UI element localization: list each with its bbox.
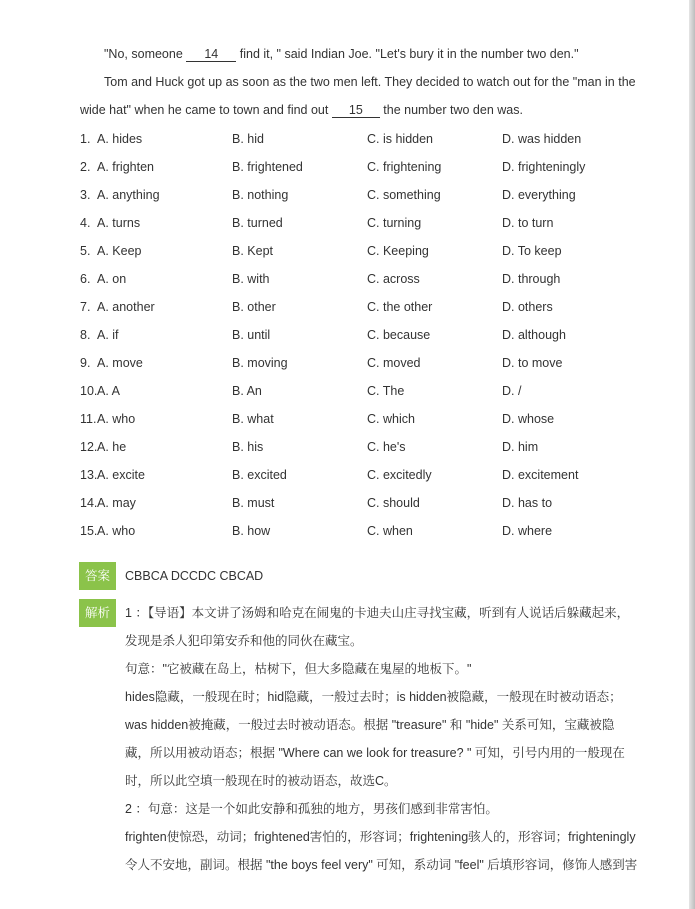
question-row (80, 405, 660, 433)
explanation-line: was hidden被掩藏，一般过去时被动语态。根据 "treasure" 和 "hide" 关系可知，宝藏被隐 (125, 718, 615, 732)
explanation-line: 藏，所以用被动语态；根据 "Where can we look for treasure? " 可知，引号内用的一般现在 (125, 746, 625, 760)
answer-text: CBBCA DCCDC CBCAD (125, 569, 264, 583)
option-a: A. who (97, 412, 136, 426)
question-row (80, 517, 660, 545)
explanation-line: 发现是杀人犯印第安乔和他的同伙在藏宝。 (125, 634, 363, 648)
page-edge-shadow (689, 0, 695, 909)
option-a: A. move (97, 356, 143, 370)
option-c: C. moved (367, 356, 421, 370)
option-c: C. because (367, 328, 431, 342)
option-c: C. is hidden (367, 132, 434, 146)
option-b: B. nothing (232, 188, 289, 202)
option-d: D. although (502, 328, 566, 342)
question-number: 7. (80, 300, 91, 314)
option-a: A. another (97, 300, 155, 314)
passage-text: find it, " said Indian Joe. "Let's bury it in the number two den." (236, 47, 579, 61)
question-number: 11. (80, 412, 97, 426)
option-c: C. he's (367, 440, 406, 454)
option-b: B. excited (232, 468, 287, 482)
question-number: 14. (80, 496, 98, 510)
option-c: C. which (367, 412, 415, 426)
option-c: C. when (367, 524, 413, 538)
passage-line-2: Tom and Huck got up as soon as the two men left. They decided to watch out for the "man in the (104, 75, 636, 89)
question-row (80, 209, 660, 237)
option-d: D. to move (502, 356, 563, 370)
option-a: A. excite (97, 468, 145, 482)
blank-15: 15 (332, 103, 380, 118)
option-b: B. how (232, 524, 271, 538)
option-d: D. whose (502, 412, 555, 426)
question-number: 9. (80, 356, 91, 370)
question-row (80, 461, 660, 489)
question-number: 10. (80, 384, 98, 398)
option-c: C. across (367, 272, 420, 286)
question-row (80, 181, 660, 209)
option-c: C. The (367, 384, 405, 398)
option-b: B. his (232, 440, 264, 454)
answer-tag: 答案 (79, 562, 116, 590)
option-b: B. moving (232, 356, 288, 370)
option-a: A. turns (97, 216, 141, 230)
option-d: D. to turn (502, 216, 554, 230)
option-b: B. other (232, 300, 276, 314)
passage-text: "No, someone (104, 47, 187, 61)
question-row (80, 433, 660, 461)
option-d: D. him (502, 440, 539, 454)
option-d: D. was hidden (502, 132, 582, 146)
option-c: C. turning (367, 216, 422, 230)
question-number: 15. (80, 524, 98, 538)
option-d: D. To keep (502, 244, 562, 258)
explanation-line: 句意："它被藏在岛上，枯树下，但大多隐藏在鬼屋的地板下。" (125, 662, 472, 676)
question-number: 2. (80, 160, 91, 174)
option-c: C. Keeping (367, 244, 429, 258)
option-c: C. the other (367, 300, 433, 314)
passage-text: the number two den was. (379, 103, 523, 117)
option-a: A. if (97, 328, 119, 342)
question-number: 3. (80, 188, 91, 202)
option-c: C. something (367, 188, 441, 202)
option-a: A. may (97, 496, 136, 510)
explanation-line: 2 ：句意：这是一个如此安静和孤独的地方，男孩们感到非常害怕。 (125, 802, 498, 816)
option-d: D. through (502, 272, 561, 286)
option-d: D. frighteningly (502, 160, 586, 174)
passage-line-1 (104, 40, 664, 68)
option-c: C. frightening (367, 160, 442, 174)
question-number: 6. (80, 272, 91, 286)
explanation-tag: 解析 (79, 599, 116, 627)
option-d: D. excitement (502, 468, 579, 482)
question-row (80, 265, 660, 293)
explanation-line: frighten使惊恐，动词；frightened害怕的，形容词；frightening骇人的，形容词；frighteningly (125, 830, 636, 844)
option-a: A. he (97, 440, 127, 454)
question-number: 8. (80, 328, 91, 342)
question-row (80, 293, 660, 321)
question-row (80, 321, 660, 349)
option-d: D. / (502, 384, 522, 398)
option-a: A. who (97, 524, 136, 538)
option-b: B. turned (232, 216, 283, 230)
question-number: 5. (80, 244, 91, 258)
option-b: B. hid (232, 132, 264, 146)
explanation-line: 1 ：【导语】本文讲了汤姆和哈克在闹鬼的卡迪夫山庄寻找宝藏，听到有人说话后躲藏起来， (125, 606, 630, 620)
question-row (80, 237, 660, 265)
blank-14: 14 (186, 47, 236, 62)
passage-text: wide hat" when he came to town and find out (80, 103, 332, 117)
option-a: A. on (97, 272, 127, 286)
question-row (80, 153, 660, 181)
option-b: B. frightened (232, 160, 303, 174)
option-b: B. must (232, 496, 275, 510)
option-c: C. excitedly (367, 468, 432, 482)
passage-line-3 (80, 96, 640, 124)
option-b: B. An (232, 384, 262, 398)
option-b: B. with (232, 272, 270, 286)
option-a: A. Keep (97, 244, 142, 258)
question-number: 1. (80, 132, 91, 146)
explanation-line: 时，所以此空填一般现在时的被动语态，故选C。 (125, 774, 397, 788)
option-b: B. until (232, 328, 271, 342)
explanation-line: 令人不安地，副词。根据 "the boys feel very" 可知，系动词 "feel" 后填形容词，修饰人感到害 (125, 858, 638, 872)
option-a: A. hides (97, 132, 143, 146)
option-a: A. anything (97, 188, 160, 202)
option-b: B. what (232, 412, 274, 426)
question-row (80, 377, 660, 405)
option-d: D. has to (502, 496, 553, 510)
question-number: 13. (80, 468, 98, 482)
question-number: 4. (80, 216, 91, 230)
option-c: C. should (367, 496, 420, 510)
option-b: B. Kept (232, 244, 273, 258)
question-row (80, 349, 660, 377)
options-list (80, 125, 660, 545)
option-a: A. A (97, 384, 120, 398)
question-row (80, 489, 660, 517)
option-a: A. frighten (97, 160, 154, 174)
option-d: D. others (502, 300, 553, 314)
explanation-line: hides隐藏，一般现在时；hid隐藏，一般过去时；is hidden被隐藏，一般现在时被动语态； (125, 690, 622, 704)
option-d: D. where (502, 524, 553, 538)
question-number: 12. (80, 440, 98, 454)
question-row (80, 125, 660, 153)
option-d: D. everything (502, 188, 576, 202)
